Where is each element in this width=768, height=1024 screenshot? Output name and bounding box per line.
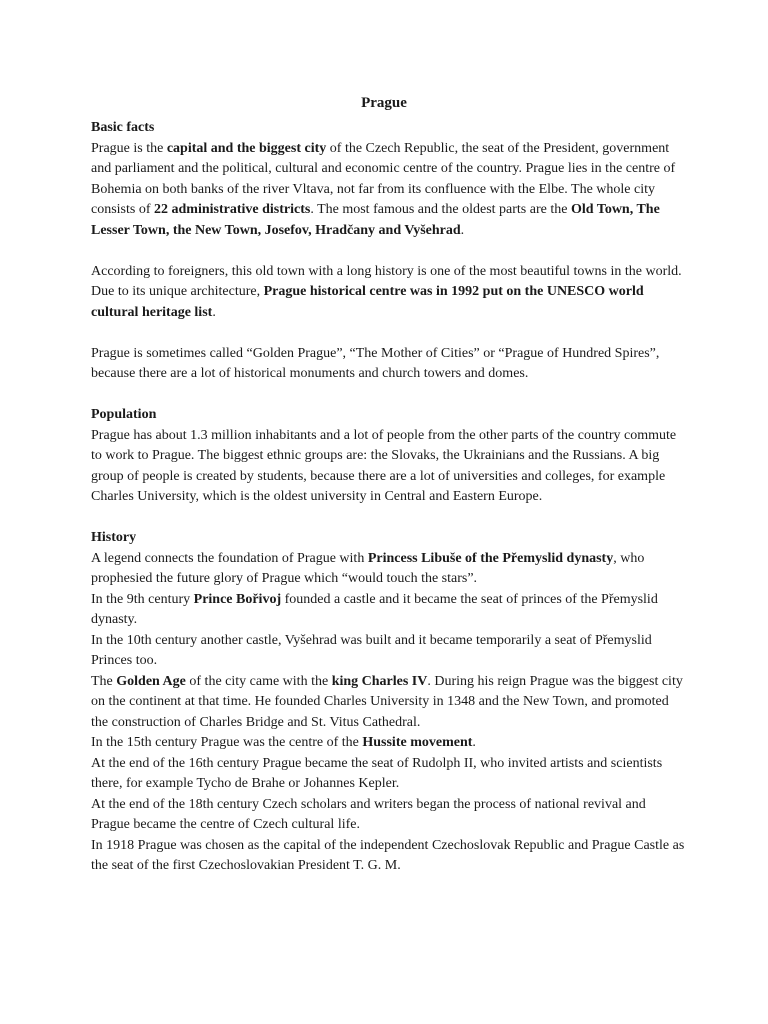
- paragraph-golden-age: The Golden Age of the city came with the king Charles IV. During his reign Prague was the biggest city on the continent at that time. He founded Charles University in 1348 and the New Town, and promoted the construction of Charles Bridge and St. Vitus Cathedral.: [91, 673, 683, 730]
- bold-emphasis: Hussite movement: [362, 735, 473, 750]
- section-heading-basic-facts: Basic facts: [91, 120, 155, 135]
- bold-emphasis: Golden Age: [116, 673, 186, 689]
- paragraph-1918: In 1918 Prague was chosen as the capital of the independent Czechoslovak Republic and Prague Castle as the seat of the first Czechoslovakian President T. G. M.: [91, 837, 685, 873]
- paragraph-population: Prague has about 1.3 million inhabitants and a lot of people from the other parts of the country commute to work to Prague. The biggest ethnic groups are: the Slovaks, the Ukrainians and the Russians. A big group of people is created by students, because there are a lot of universities and colleges, for example Charles University, which is the oldest university in Central and Eastern Europe.: [91, 427, 677, 504]
- paragraph-15th-century: In the 15th century Prague was the centre of the Hussite movement.: [91, 735, 476, 750]
- bold-emphasis: 22 administrative districts: [154, 202, 311, 217]
- section-heading-population: Population: [91, 407, 157, 422]
- paragraph-9th-century: In the 9th century Prince Bořivoj founded a castle and it became the seat of princes of the Přemyslid dynasty.: [91, 591, 658, 627]
- bold-emphasis: Prince Bořivoj: [193, 591, 282, 607]
- bold-emphasis: Prague historical centre was in 1992 put on the UNESCO world cultural heritage list: [91, 284, 644, 320]
- paragraph-18th-century: At the end of the 18th century Czech scholars and writers began the process of national revival and Prague became the centre of Czech cultural life.: [91, 796, 646, 832]
- bold-emphasis: capital and the biggest city: [166, 140, 327, 156]
- bold-emphasis: Princess Libuše of the Přemyslid dynasty: [367, 550, 614, 566]
- paragraph-capital: Prague is the capital and the biggest city of the Czech Republic, the seat of the President, government and parliament and the political, cultural and economic centre of the country. Prague lies in the centre of Bohemia on both banks of the river Vltava, not far from its confluence with the Elbe. The whole city consists of 22 administrative districts. The most famous and the oldest parts are the Old Town, The Lesser Town, the New Town, Josefov, Hradčany and Vyšehrad.: [91, 140, 676, 238]
- bold-emphasis: Old Town, The Lesser Town, the New Town, Josefov, Hradčany and Vyšehrad: [91, 202, 660, 238]
- paragraph-unesco: According to foreigners, this old town with a long history is one of the most beautiful towns in the world. Due to its unique architecture, Prague historical centre was in 1992 put on the UNESCO world cultural heritage list.: [91, 263, 682, 320]
- paragraph-legend: A legend connects the foundation of Prague with Princess Libuše of the Přemyslid dynasty, who prophesied the future glory of Prague which “would touch the stars”.: [91, 550, 645, 586]
- section-heading-history: History: [91, 530, 137, 545]
- document-title: Prague: [361, 95, 407, 111]
- paragraph-10th-century: In the 10th century another castle, Vyšehrad was built and it became temporarily a seat of Přemyslid Princes too.: [91, 632, 652, 668]
- paragraph-nicknames: Prague is sometimes called “Golden Prague”, “The Mother of Cities” or “Prague of Hundred Spires”, because there are a lot of historical monuments and church towers and domes.: [91, 345, 660, 381]
- paragraph-16th-century: At the end of the 16th century Prague became the seat of Rudolph II, who invited artists and scientists there, for example Tycho de Brahe or Johannes Kepler.: [91, 755, 663, 791]
- bold-emphasis: king Charles IV: [331, 673, 428, 689]
- document-body: [91, 118, 687, 877]
